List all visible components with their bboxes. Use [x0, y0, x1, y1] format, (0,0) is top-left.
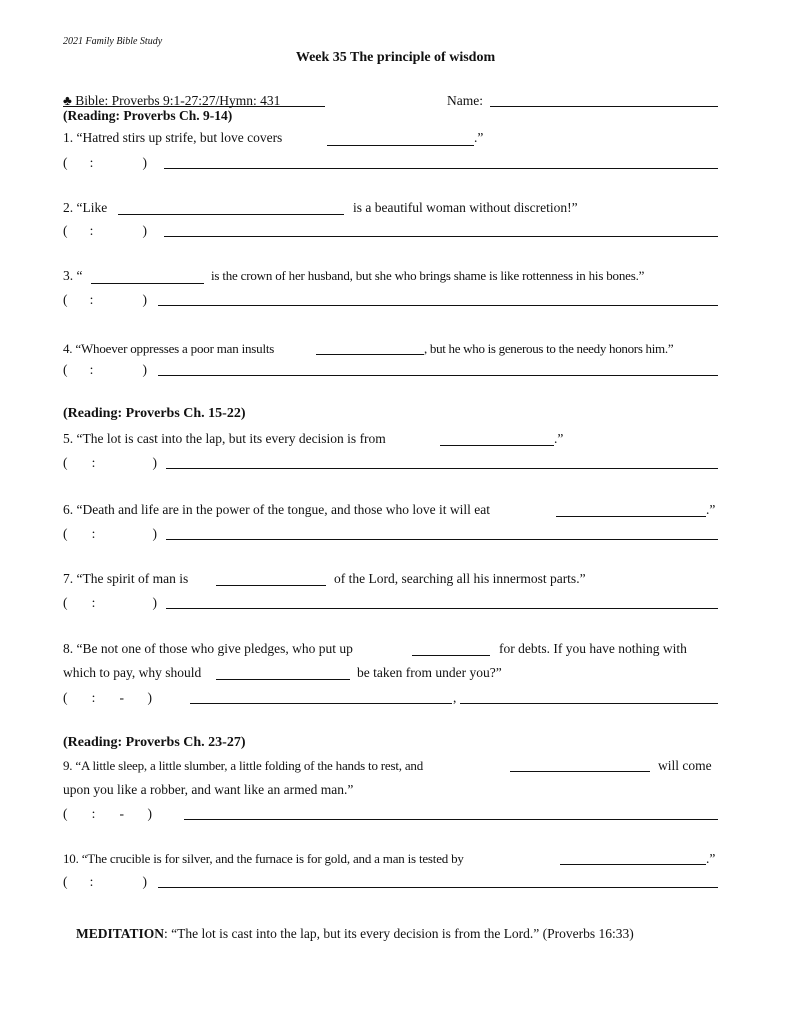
- question-10-text: 10. “The crucible is for silver, and the furnace is for gold, and a man is tested by: [63, 851, 464, 866]
- question-8-blank-1[interactable]: [412, 655, 490, 656]
- question-6-end: .”: [706, 502, 716, 517]
- name-field[interactable]: [490, 106, 718, 107]
- question-3-answer-line[interactable]: [158, 305, 718, 306]
- question-4-text: 4. “Whoever oppresses a poor man insults: [63, 341, 275, 356]
- question-8-end: be taken from under you?”: [357, 665, 502, 680]
- question-1-answer-line[interactable]: [164, 168, 718, 169]
- question-8-blank-2[interactable]: [216, 679, 350, 680]
- question-8-middle: for debts. If you have nothing with: [499, 641, 687, 656]
- question-7-ref: ( : ): [63, 595, 157, 610]
- name-label: Name:: [447, 93, 483, 108]
- section-heading-3: (Reading: Proverbs Ch. 23-27): [63, 735, 246, 750]
- question-7-text: 7. “The spirit of man is: [63, 571, 189, 586]
- question-8-ref: ( : - ): [63, 690, 152, 705]
- series-label: 2021 Family Bible Study: [63, 36, 163, 47]
- question-8-comma: ,: [453, 690, 457, 705]
- question-3-end: is the crown of her husband, but she who brings shame is like rottenness in his bones.”: [211, 268, 645, 283]
- bible-reference: ♣ Bible: Proverbs 9:1-27:27/Hymn: 431: [63, 93, 281, 108]
- question-2-answer-line[interactable]: [164, 236, 718, 237]
- question-8-answer-line-2[interactable]: [460, 703, 718, 704]
- section-heading-2: (Reading: Proverbs Ch. 15-22): [63, 406, 246, 421]
- question-5-end: .”: [554, 431, 564, 446]
- section-heading-1: (Reading: Proverbs Ch. 9-14): [63, 108, 233, 123]
- question-9-answer-line[interactable]: [184, 819, 718, 820]
- question-3-blank[interactable]: [91, 283, 204, 284]
- question-1-blank[interactable]: [327, 145, 474, 146]
- question-7-end: of the Lord, searching all his innermost parts.”: [334, 571, 586, 586]
- question-9-middle: will come: [658, 758, 712, 773]
- question-8-text: 8. “Be not one of those who give pledges, who put up: [63, 641, 353, 656]
- question-9-blank[interactable]: [510, 771, 650, 772]
- question-4-ref: ( : ): [63, 362, 147, 377]
- question-10-end: .”: [706, 851, 716, 866]
- question-2-blank[interactable]: [118, 214, 344, 215]
- question-1-ref: ( : ): [63, 155, 147, 170]
- question-3-ref: ( : ): [63, 292, 147, 307]
- question-5-answer-line[interactable]: [166, 468, 718, 469]
- meditation-label: MEDITATION: [76, 926, 165, 941]
- question-3-text: 3. “: [63, 268, 83, 283]
- question-5-blank[interactable]: [440, 445, 554, 446]
- page-title: Week 35 The principle of wisdom: [295, 50, 496, 65]
- question-7-blank[interactable]: [216, 585, 326, 586]
- question-2-end: is a beautiful woman without discretion!”: [353, 200, 578, 215]
- question-10-answer-line[interactable]: [158, 887, 718, 888]
- question-4-blank[interactable]: [316, 354, 424, 355]
- question-6-ref: ( : ): [63, 526, 157, 541]
- question-6-text: 6. “Death and life are in the power of the tongue, and those who love it will eat: [63, 502, 490, 517]
- question-6-answer-line[interactable]: [166, 539, 718, 540]
- question-1-end: .”: [474, 130, 484, 145]
- question-5-text: 5. “The lot is cast into the lap, but its every decision is from: [63, 431, 386, 446]
- meditation: [76, 926, 634, 942]
- question-1-text: 1. “Hatred stirs up strife, but love covers: [63, 130, 283, 145]
- question-5-ref: ( : ): [63, 455, 157, 470]
- question-9-ref: ( : - ): [63, 806, 152, 821]
- question-9-text: 9. “A little sleep, a little slumber, a little folding of the hands to rest, and: [63, 758, 424, 773]
- question-2-text: 2. “Like: [63, 200, 108, 215]
- question-2-ref: ( : ): [63, 223, 147, 238]
- question-8-answer-line-1[interactable]: [190, 703, 452, 704]
- question-4-end: , but he who is generous to the needy honors him.”: [424, 341, 674, 356]
- question-4-answer-line[interactable]: [158, 375, 718, 376]
- bible-underline: [63, 106, 325, 107]
- question-7-answer-line[interactable]: [166, 608, 718, 609]
- question-8-text-line-2: which to pay, why should: [63, 665, 202, 680]
- question-10-ref: ( : ): [63, 874, 147, 889]
- question-6-blank[interactable]: [556, 516, 706, 517]
- meditation-text: : “The lot is cast into the lap, but its every decision is from the Lord.” (Proverbs 16:33): [164, 926, 634, 941]
- question-10-blank[interactable]: [560, 864, 706, 865]
- question-9-text-line-2: upon you like a robber, and want like an armed man.”: [63, 782, 354, 797]
